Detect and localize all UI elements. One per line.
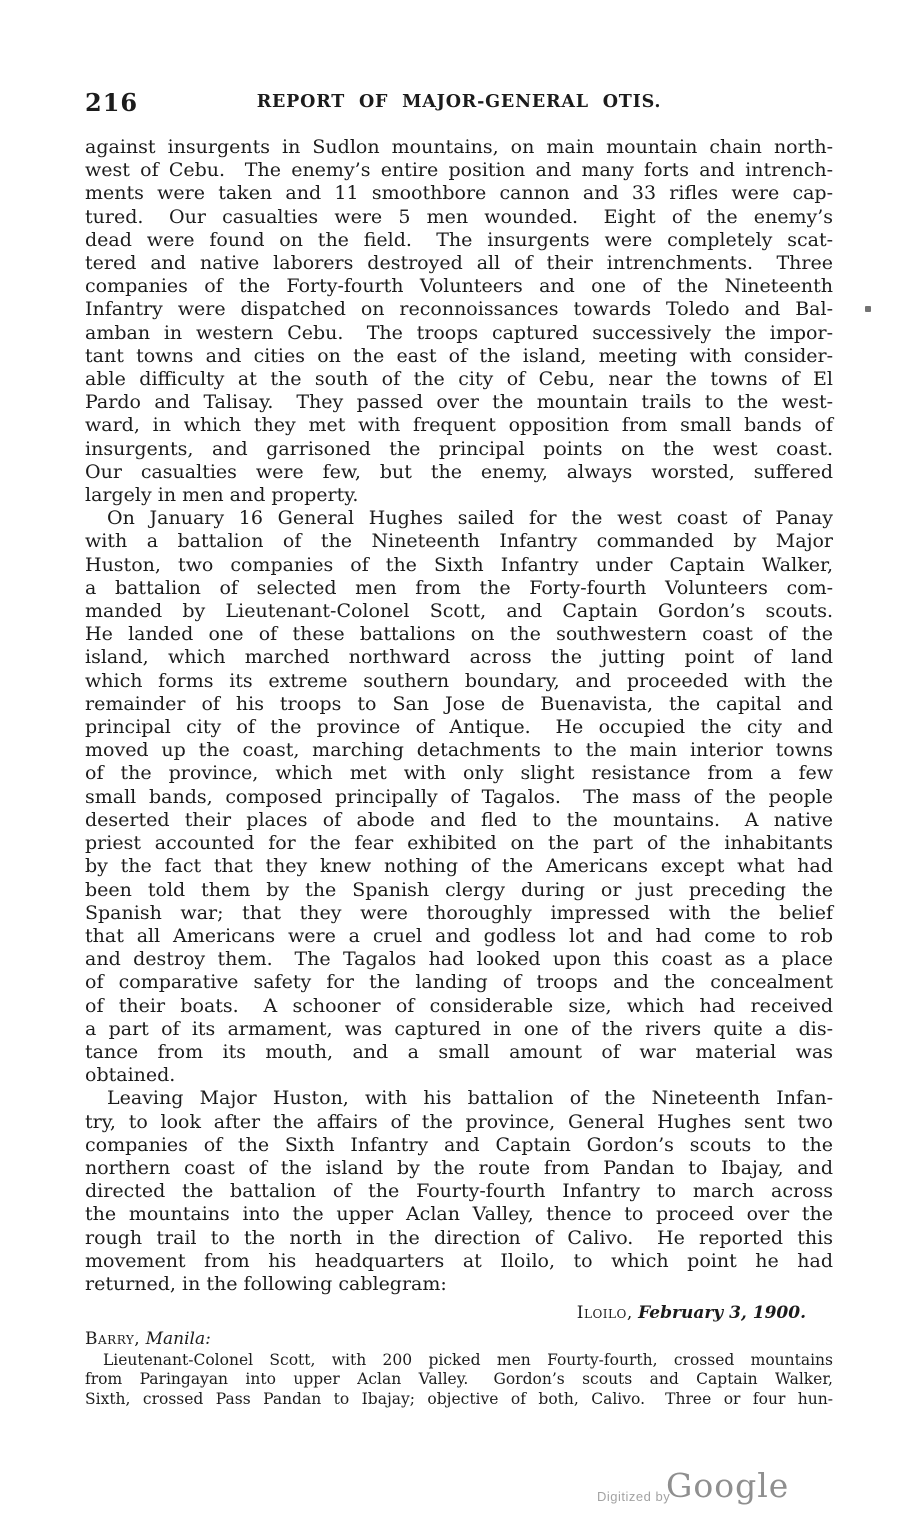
- text-line: west of Cebu. The enemy’s entire position and many forts and intrench-: [85, 159, 833, 182]
- text-line: ward, in which they met with frequent opposition from small bands of: [85, 414, 833, 437]
- text-line: companies of the Sixth Infantry and Captain Gordon’s scouts to the: [85, 1133, 833, 1156]
- text-line: insurgents, and garrisoned the principal points on the west coast.: [85, 437, 833, 460]
- dateline-date: February 3, 1900.: [638, 1303, 806, 1323]
- text-line: Sixth, crossed Pass Pandan to Ibajay; objective of both, Calivo. Three or four hun-: [85, 1389, 833, 1408]
- text-line: companies of the Forty-fourth Volunteers and one of the Nineteenth: [85, 275, 833, 298]
- text-line: Huston, two companies of the Sixth Infantry under Captain Walker,: [85, 553, 833, 576]
- paragraph: [85, 1351, 833, 1409]
- text-line: small bands, composed principally of Tagalos. The mass of the people: [85, 785, 833, 808]
- text-line: a part of its armament, was captured in one of the rivers quite a dis-: [85, 1017, 833, 1040]
- google-logo: Google: [666, 1466, 790, 1505]
- text-line: movement from his headquarters at Iloilo, to which point he had: [85, 1249, 833, 1272]
- text-line: the mountains into the upper Aclan Valley, thence to proceed over the: [85, 1203, 833, 1226]
- text-line: tured. Our casualties were 5 men wounded. Eight of the enemy’s: [85, 205, 833, 228]
- digitized-by-label: Digitized by: [597, 1489, 671, 1504]
- text-line: from Paringayan into upper Aclan Valley. Gordon’s scouts and Captain Walker,: [85, 1370, 833, 1389]
- text-line: tance from its mouth, and a small amount of war material was: [85, 1040, 833, 1063]
- text-line: remainder of his troops to San Jose de Buenavista, the capital and: [85, 692, 833, 715]
- text-line: rough trail to the north in the direction of Calivo. He reported this: [85, 1226, 833, 1249]
- text-line: On January 16 General Hughes sailed for the west coast of Panay: [107, 507, 833, 530]
- text-line: of comparative safety for the landing of troops and the concealment: [85, 971, 833, 994]
- body-text: [85, 136, 833, 1296]
- text-line: try, to look after the affairs of the province, General Hughes sent two: [85, 1110, 833, 1133]
- text-line: of the province, which met with only slight resistance from a few: [85, 762, 833, 785]
- scan-artifact-speck: [865, 306, 871, 312]
- text-line: that all Americans were a cruel and godless lot and had come to rob: [85, 924, 833, 947]
- text-line: obtained.: [85, 1064, 176, 1087]
- text-line: deserted their places of abode and fled to the mountains. A native: [85, 808, 833, 831]
- text-line: dead were found on the field. The insurgents were completely scat-: [85, 228, 833, 251]
- text-line: amban in western Cebu. The troops captured successively the impor-: [85, 321, 833, 344]
- text-line: with a battalion of the Nineteenth Infantry commanded by Major: [85, 530, 833, 553]
- text-line: Infantry were dispatched on reconnoissances towards Toledo and Bal-: [85, 298, 833, 321]
- paragraph: [85, 136, 833, 507]
- text-line: largely in men and property.: [85, 484, 359, 507]
- addressee-place: Manila:: [145, 1329, 211, 1349]
- page-header: [85, 88, 833, 116]
- text-line: principal city of the province of Antique. He occupied the city and: [85, 716, 833, 739]
- text-line: priest accounted for the fear exhibited on the part of the inhabitants: [85, 832, 833, 855]
- text-line: Lieutenant-Colonel Scott, with 200 picked men Fourty-fourth, crossed mountains: [103, 1351, 833, 1369]
- paragraph: [85, 1087, 833, 1296]
- text-line: returned, in the following cablegram:: [85, 1272, 447, 1295]
- text-line: Spanish war; that they were thoroughly impressed with the belief: [85, 901, 833, 924]
- text-line: tant towns and cities on the east of the island, meeting with consider-: [85, 344, 833, 367]
- text-line: by the fact that they knew nothing of the Americans except what had: [85, 855, 833, 878]
- text-line: Pardo and Talisay. They passed over the mountain trails to the west-: [85, 391, 833, 414]
- text-line: northern coast of the island by the route from Pandan to Ibajay, and: [85, 1156, 833, 1179]
- page-number: 216: [85, 88, 139, 117]
- text-line: of their boats. A schooner of considerable size, which had received: [85, 994, 833, 1017]
- text-line: Our casualties were few, but the enemy, always worsted, suffered: [85, 460, 833, 483]
- text-line: and destroy them. The Tagalos had looked upon this coast as a place: [85, 948, 833, 971]
- text-line: able difficulty at the south of the city of Cebu, near the towns of El: [85, 368, 833, 391]
- text-line: manded by Lieutenant-Colonel Scott, and Captain Gordon’s scouts.: [85, 600, 833, 623]
- text-line: Leaving Major Huston, with his battalion of the Nineteenth Infan-: [107, 1087, 833, 1110]
- text-line: tered and native laborers destroyed all of their intrenchments. Three: [85, 252, 833, 275]
- text-line: moved up the coast, marching detachments to the main interior towns: [85, 739, 833, 762]
- text-line: directed the battalion of the Fourty-fourth Infantry to march across: [85, 1180, 833, 1203]
- text-line: ments were taken and 11 smoothbore cannon and 33 rifles were cap-: [85, 182, 833, 205]
- footer: [0, 1468, 913, 1518]
- paragraph: [85, 507, 833, 1087]
- running-title: REPORT OF MAJOR-GENERAL OTIS.: [256, 92, 662, 112]
- text-line: which forms its extreme southern boundary, and proceeded with the: [85, 669, 833, 692]
- text-line: been told them by the Spanish clergy during or just preceding the: [85, 878, 833, 901]
- addressee-name: Barry,: [85, 1329, 141, 1349]
- text-line: He landed one of these battalions on the southwestern coast of the: [85, 623, 833, 646]
- cablegram-body: [85, 1351, 833, 1409]
- cablegram-dateline: [577, 1303, 806, 1323]
- text-line: a battalion of selected men from the Forty-fourth Volunteers com-: [85, 576, 833, 599]
- text-line: island, which marched northward across the jutting point of land: [85, 646, 833, 669]
- cablegram-addressee: [85, 1329, 211, 1349]
- dateline-place: Iloilo,: [576, 1303, 633, 1323]
- text-line: against insurgents in Sudlon mountains, on main mountain chain north-: [85, 136, 833, 158]
